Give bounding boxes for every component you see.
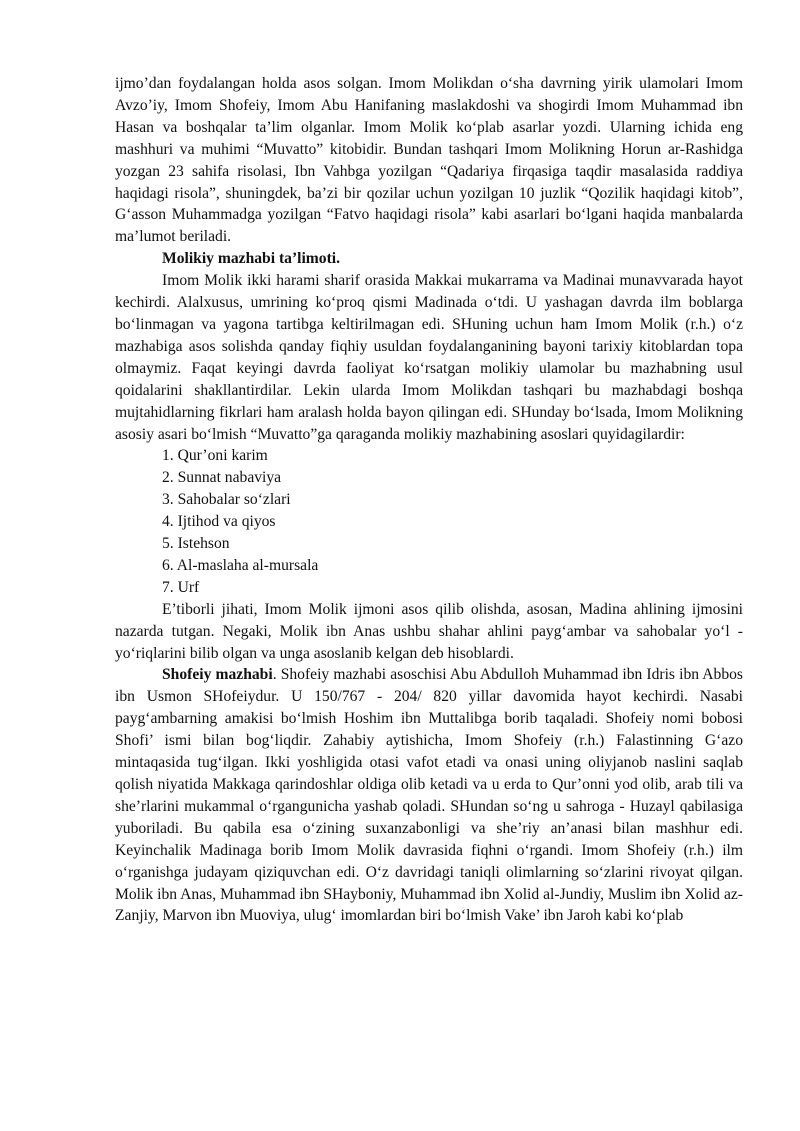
paragraph-maliki-teaching: Imom Molik ikki harami sharif orasida Makkai mukarrama va Madinai munavvarada hayot kechirdi. Alalxusus, umrining ko‘proq qismi Madinada o‘tdi. U yashagan davrda ilm boblarga bo‘linmagan va yagona tartibga keltirilmagan edi. SHuning uchun ham Imom Molik (r.h.) o‘z mazhabiga asos solishda qanday fiqhiy usuldan foydalanganining bayoni tarixiy kitoblardan topa olmaymiz. Faqat keyingi davrda faoliyat ko‘rsatgan molikiy ulamolar bu mazhabning usul qoidalarini shakllantirdilar. Lekin ularda Imom Molikdan tashqari bu mazhabdagi boshqa mujtahidlarning fikrlari ham aralash holda bayon qilingan edi. SHunday bo‘lsada, Imom Molikning asosiy asari bo‘lmish “Muvatto”ga qaraganda molikiy mazhabining asoslari quyidagilardir: [115, 272, 743, 443]
list-item: 3. Sahobalar so‘zlari [162, 491, 291, 509]
list-item: 6. Al-maslaha al-mursala [162, 556, 319, 574]
paragraph-madina-ijma: E’tiborli jihati, Imom Molik ijmoni asos qilib olishda, asosan, Madina ahlining ijmosini nazarda tutgan. Negaki, Molik ibn Anas ushbu shahar ahlini payg‘ambar va sahobalar yo‘l - yo‘riqlarini bilib olgan va unga asoslanib kelgan deb hisoblardi. [115, 600, 743, 662]
document-page [115, 73, 743, 927]
list-item: 1. Qur’oni karim [162, 447, 268, 465]
paragraph-shafii [115, 664, 743, 927]
list-item: 2. Sunnat nabaviya [162, 469, 282, 487]
maliki-sources-list [115, 445, 743, 598]
list-item: 4. Ijtihod va qiyos [162, 513, 276, 531]
list-item: 7. Urf [162, 578, 200, 596]
shafii-body-text: . Shofeiy mazhabi asoschisi Abu Abdulloh Muhammad ibn Idris ibn Abbos ibn Usmon SHofeiydur. U 150/767 - 204/ 820 yillar davomida hayot kechirdi. Nasabi payg‘ambarning amakisi bo‘lmish Hoshim ibn Muttalibga borib taqaladi. Shofeiy nomi bobosi Shofi’ ismi bilan bog‘liqdir. Zahabiy aytishicha, Imom Shofeiy (r.h.) Falastinning G‘azo mintaqasida tug‘ilgan. Ikki yoshligida otasi vafot etadi va onasi uning oliyjanob naslini saqlab qolish niyatida Makkaga qarindoshlar oldiga olib ketadi va u erda to Qur’onni yod olib, arab tili va she’rlarini mukammal o‘rgangunicha yashab qoladi. SHundan so‘ng u sahroga - Huzayl qabilasiga yuboriladi. Bu qabila esa o‘zining suxanzabonligi va she’riy an’anasi bilan mashhur edi. Keyinchalik Madinaga borib Imom Molik davrasida fiqhni o‘rgandi. Imom Shofeiy (r.h.) ilm o‘rganishga judayam qiziquvchan edi. O‘z davridagi taniqli olimlarning so‘zlarini rivoyat qilgan. Molik ibn Anas, Muhammad ibn SHayboniy, Muhammad ibn Xolid al-Jundiy, Muslim ibn Xolid az-Zanjiy, Marvon ibn Muoviya, ulug‘ imomlardan biri bo‘lmish Vake’ ibn Jaroh kabi ko‘plab [115, 666, 744, 925]
paragraph-maliki-works: ijmo’dan foydalangan holda asos solgan. Imom Molikdan o‘sha davrning yirik ulamolari Imom Avzo’iy, Imom Shofeiy, Imom Abu Hanifaning maslakdoshi va shogirdi Imom Muhammad ibn Hasan va boshqalar ta’lim olganlar. Imom Molik ko‘plab asarlar yozdi. Ularning ichida eng mashhuri va muhimi “Muvatto” kitobidir. Bundan tashqari Imom Molikning Horun ar-Rashidga yozgan 23 sahifa risolasi, Ibn Vahbga yozilgan “Qadariya firqasiga taqdir masalasida raddiya haqidagi risola”, shuningdek, ba’zi bir qozilar uchun yozilgan 10 juzlik “Qozilik haqidagi kitob”, G‘asson Muhammadga yozilgan “Fatvo haqidagi risola” kabi asarlari bo‘lgani haqida manbalarda ma’lumot beriladi. [115, 75, 743, 246]
list-item: 5. Istehson [162, 535, 230, 553]
shafii-heading-inline: Shofeiy mazhabi [162, 666, 273, 684]
heading-maliki-teaching: Molikiy mazhabi ta’limoti. [162, 250, 341, 268]
